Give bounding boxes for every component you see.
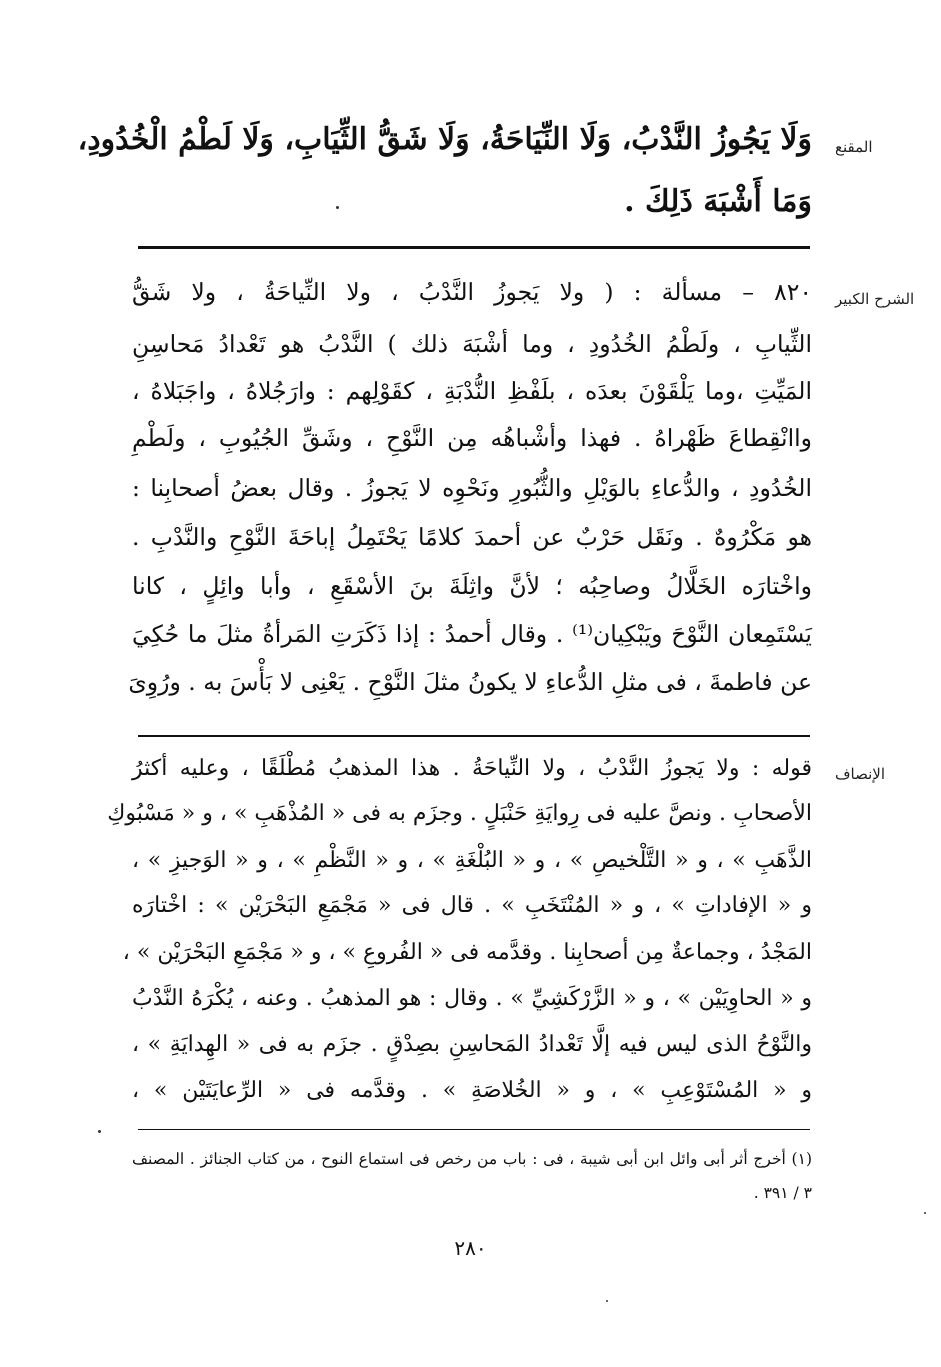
- insaf-line-7: والنَّوْحُ الذى ليس فيه إلَّا تَعْدادُ المَحاسِنِ بصِدْقٍ . جزَم به فى « الهِدايَةِ » ،: [132, 1032, 812, 1057]
- footnote-divider: [138, 1129, 810, 1130]
- scan-speck: [924, 1212, 926, 1214]
- insaf-line-1: قوله : ولا يَجوزُ النَّدْبُ ، ولا النِّياحَةُ . هذا المذهبُ مُطْلَقًا ، وعليه أكثرُ: [132, 756, 812, 781]
- page-number: ٢٨٠: [454, 1236, 487, 1260]
- sharh-line-7: واخْتارَه الخَلَّالُ وصاحِبُه ؛ لأنَّ واثِلَةَ بنَ الأسْقَعِ ، وأبا وائِلٍ ، كانا: [132, 572, 812, 600]
- sharh-line-1: ٨٢٠ – مسألة : ( ولا يَجوزُ النَّدْبُ ، ولا النِّياحَةُ ، ولا شَقُّ: [132, 278, 812, 306]
- scan-speck: [336, 206, 339, 209]
- insaf-line-2: الأصحابِ . ونصَّ عليه فى رِوايَةِ حَنْبَلٍ . وجزَم به فى « المُذْهَبِ » ، و « مَسْبُوكِ: [107, 801, 812, 826]
- sharh-line-2: الثِّيابِ ، ولَطْمُ الخُدُودِ ، وما أشْبَهَ ذلك ) النَّدْبُ هو تَعْدادُ مَحاسِنِ: [132, 330, 812, 358]
- sharh-label: الشرح الكبير: [835, 290, 915, 308]
- insaf-line-4: و « الإفاداتِ » ، و « المُنْتَخَبِ » . قال فى « مَجْمَعِ البَحْرَيْن » : اخْتارَه: [132, 893, 812, 918]
- footnote-line-1: (١) أخرج أثر أبى وائل ابن أبى شيبة ، فى : باب من رخص فى استماع النوح ، من كتاب الجنائز . المصنف: [132, 1150, 812, 1168]
- insaf-line-6: و « الحاوِيَيْن » ، و « الزَّرْكَشِيِّ » . وقال : هو المذهبُ . وعنه ، يُكْرَهُ النَّدْبُ: [132, 986, 812, 1011]
- sharh-line-3: المَيِّتِ ،وما يَلْقَوْنَ بعدَه ، بلَفْظِ النُّدْبَةِ ، كقَوْلِهم : وارَجُلاهُ ، واجَبَلاهُ ،: [132, 377, 812, 405]
- muqni-line-1: وَلَا يَجُوزُ النَّدْبُ، وَلَا النِّيَاحَةُ، وَلَا شَقُّ الثِّيَابِ، وَلَا لَطْمُ الْخُدُودِ،: [77, 122, 812, 157]
- sharh-line-8: يَسْتَمِعان النَّوْحَ ويَبْكِيان⁽¹⁾ . وقال أحمدُ : إذا ذَكَرَتِ المَرأةُ مثلَ ما حُكِيَ: [132, 620, 812, 648]
- section-divider-1: [138, 246, 810, 249]
- muqni-line-2: وَمَا أَشْبَهَ ذَلِكَ .: [624, 184, 812, 219]
- sharh-line-6: هو مَكْرُوهٌ . ونَقَل حَرْبٌ عن أحمدَ كلامًا يَحْتَمِلُ إباحَةَ النَّوْحِ والنَّدْبِ .: [132, 523, 812, 551]
- footnote-line-2: ٣ / ٣٩١ .: [753, 1184, 812, 1202]
- section-divider-2: [138, 735, 810, 737]
- scan-speck: [98, 1130, 101, 1133]
- scan-speck: [606, 1300, 608, 1302]
- insaf-line-8: و « المُسْتَوْعِبِ » ، و « الخُلاصَةِ » . وقدَّمه فى « الرِّعايَتَيْن » ،: [132, 1078, 812, 1103]
- insaf-line-5: المَجْدُ ، وجماعةٌ مِن أصحابِنا . وقدَّمه فى « الفُروعِ » ، و « مَجْمَعِ البَحْرَيْن » ،: [122, 940, 812, 965]
- sharh-line-5: الخُدُودِ ، والدُّعاءِ بالوَيْلِ والثُّبُورِ ونَحْوِه لا يَجوزُ . وقال بعضُ أصحابِنا :: [132, 474, 812, 502]
- muqni-label: المقنع: [835, 138, 873, 156]
- sharh-line-9: عن فاطمةَ ، فى مثلِ الدُّعاءِ لا يكونُ مثلَ النَّوْحِ . يَعْنِى لا بَأْسَ به . ورُوِىَ: [128, 668, 812, 696]
- sharh-line-4: واانْقِطاعَ ظَهْراهُ . فهذا وأشْباهُه مِن النَّوْحِ ، وشَقِّ الجُيُوبِ ، ولَطْمِ: [132, 424, 812, 452]
- insaf-line-3: الذَّهَبِ » ، و « التَّلْخيصِ » ، و « البُلْغَةِ » ، و « النَّظْمِ » ، و « الوَجيزِ » ،: [132, 848, 812, 873]
- insaf-label: الإنصاف: [835, 765, 886, 783]
